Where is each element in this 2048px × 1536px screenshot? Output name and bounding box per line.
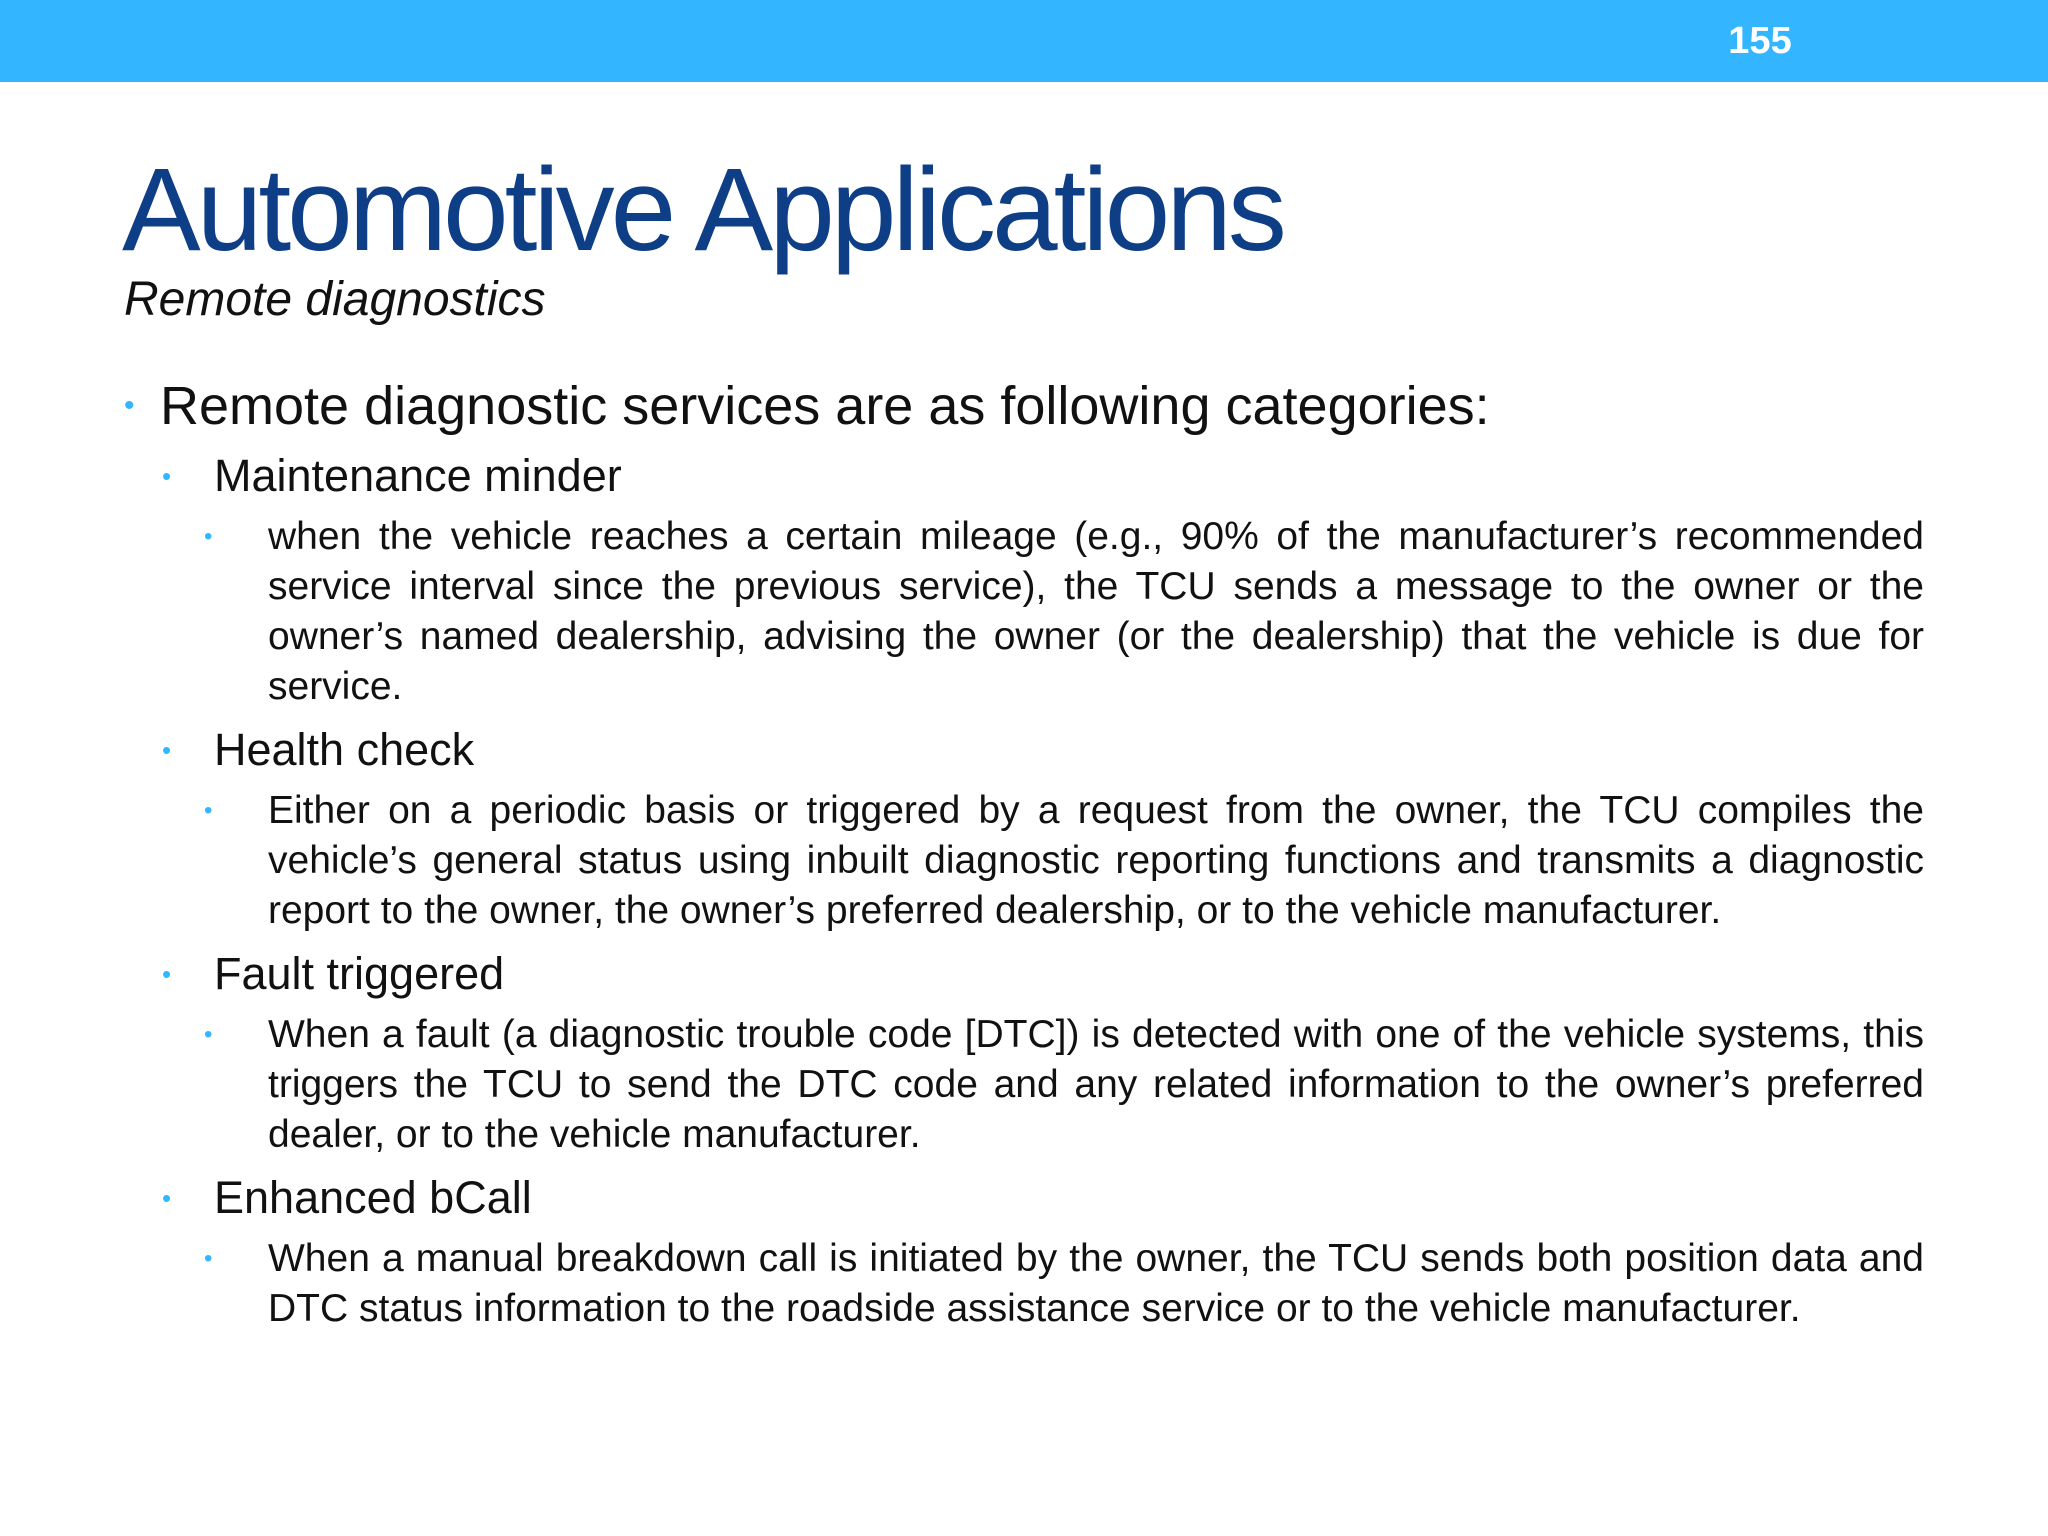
category-description bbox=[204, 1234, 1924, 1334]
category-description-text: Either on a periodic basis or triggered by a request from the owner, the TCU compiles the vehicle’s general status using inbuilt diagnostic reporting functions and transmits a diagnostic report to the owner, the owner’s preferred dealership, or to the vehicle manufacturer. bbox=[268, 789, 1924, 932]
bullet-icon: • bbox=[204, 797, 213, 824]
category-heading-text: Health check bbox=[214, 724, 475, 775]
bullet-icon: • bbox=[162, 735, 172, 765]
bullet-icon: • bbox=[204, 523, 213, 550]
category-description bbox=[204, 786, 1924, 936]
category-description bbox=[204, 1010, 1924, 1160]
main-bullet-text: Remote diagnostic services are as following categories: bbox=[160, 376, 1490, 436]
bullet-icon: • bbox=[124, 389, 135, 422]
page-title: Automotive Applications bbox=[122, 144, 1283, 276]
bullet-icon: • bbox=[162, 959, 172, 989]
category-description-text: when the vehicle reaches a certain mileage (e.g., 90% of the manufacturer’s recommended service interval since the previous service), the TCU sends a message to the owner or the owner’s named dealership, advising the owner (or the dealership) that the vehicle is due for service. bbox=[268, 515, 1924, 708]
bullet-icon: • bbox=[204, 1245, 213, 1272]
bullet-icon: • bbox=[162, 461, 172, 491]
slide-number: 155 bbox=[1728, 20, 1792, 62]
main-bullet bbox=[0, 370, 2048, 442]
header-bar bbox=[0, 0, 2048, 82]
category-heading-text: Maintenance minder bbox=[214, 450, 622, 501]
category-description bbox=[204, 512, 1924, 712]
category-heading bbox=[0, 446, 2048, 506]
category-heading-text: Fault triggered bbox=[214, 948, 505, 999]
slide-content bbox=[0, 370, 2048, 1342]
category-description-text: When a fault (a diagnostic trouble code [DTC]) is detected with one of the vehicle systems, this triggers the TCU to send the DTC code and any related information to the owner’s preferred dealer, or to the vehicle manufacturer. bbox=[268, 1013, 1924, 1156]
category-description-text: When a manual breakdown call is initiated by the owner, the TCU sends both position data and DTC status information to the roadside assistance service or to the vehicle manufacturer. bbox=[268, 1237, 1924, 1330]
category-heading-text: Enhanced bCall bbox=[214, 1172, 532, 1223]
category-heading bbox=[0, 1168, 2048, 1228]
category-heading bbox=[0, 944, 2048, 1004]
page-subtitle: Remote diagnostics bbox=[124, 273, 546, 326]
bullet-icon: • bbox=[162, 1183, 172, 1213]
category-heading bbox=[0, 720, 2048, 780]
bullet-icon: • bbox=[204, 1021, 213, 1048]
